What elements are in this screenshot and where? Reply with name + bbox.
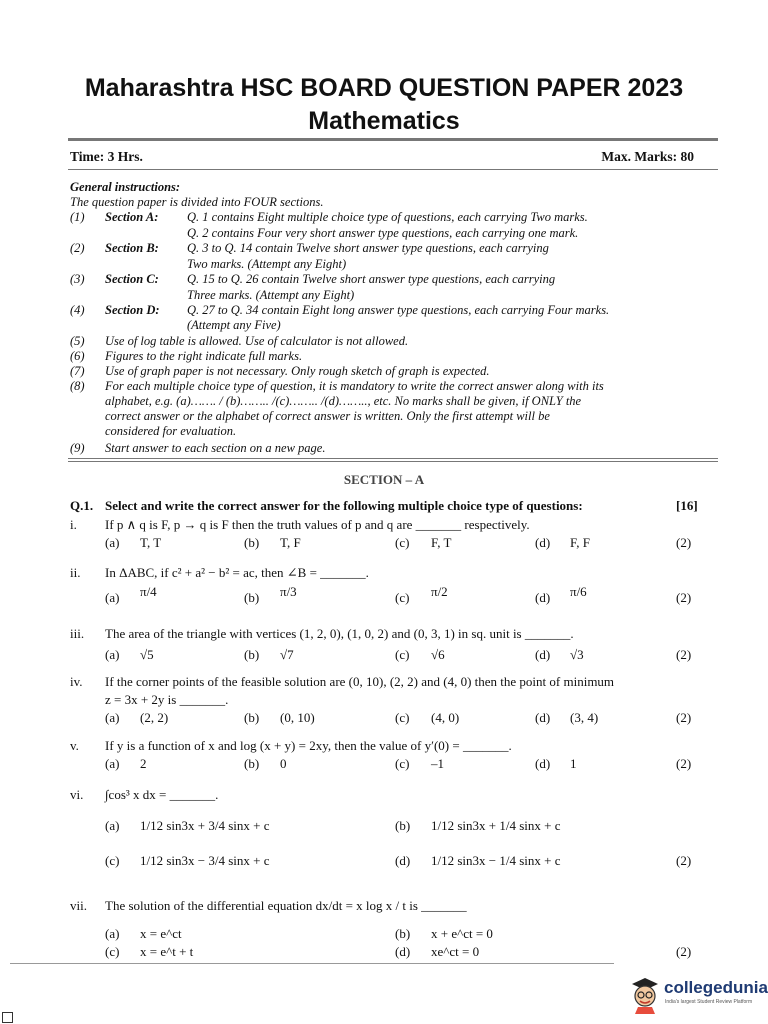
paper-subject: Mathematics (308, 107, 460, 135)
instruction-line: (Attempt any Five) (187, 318, 281, 332)
instruction-num: (2) (70, 241, 85, 255)
option-value: (3, 4) (570, 710, 599, 725)
option-label: (c) (105, 853, 120, 868)
question-text: z = 3x + 2y is _______. (105, 692, 229, 707)
question-number: i. (70, 517, 77, 532)
instruction-num: (4) (70, 303, 85, 317)
question-number: ii. (70, 565, 81, 580)
instructions-heading: General instructions: (70, 180, 181, 194)
option-label: (b) (244, 756, 260, 771)
instruction-line: For each multiple choice type of question, it is mandatory to write the correct answer along with its (105, 379, 604, 393)
option-value: π/6 (570, 584, 587, 599)
option-value: 1/12 sin3x − 1/4 sinx + c (431, 853, 561, 868)
option-label: (b) (395, 926, 411, 941)
question-marks: (2) (676, 756, 692, 771)
option-label: (a) (105, 926, 120, 941)
option-label: (d) (535, 647, 551, 662)
option-label: (a) (105, 590, 120, 605)
instruction-line: Three marks. (Attempt any Eight) (187, 288, 355, 302)
instruction-num: (5) (70, 334, 85, 348)
option-value: x + e^ct = 0 (431, 926, 493, 941)
option-label: (a) (105, 710, 120, 725)
instruction-section: Section D: (105, 303, 160, 317)
instruction-line: correct answer or the alphabet of correct answer is written. Only the first attempt will be (105, 409, 550, 423)
divider (68, 138, 718, 141)
option-label: (b) (395, 818, 411, 833)
option-value: xe^ct = 0 (431, 944, 480, 959)
instruction-line: Q. 3 to Q. 14 contain Twelve short answer type questions, each carrying (187, 241, 549, 255)
option-value: 1 (570, 756, 577, 771)
option-label: (d) (535, 590, 551, 605)
option-value: (0, 10) (280, 710, 315, 725)
instruction-num: (6) (70, 349, 85, 363)
question-marks: (2) (676, 710, 692, 725)
q1-text: Select and write the correct answer for the following multiple choice type of questions: (105, 498, 583, 513)
question-text: If y is a function of x and log (x + y) = 2xy, then the value of y′(0) = _______. (105, 738, 512, 753)
option-label: (a) (105, 818, 120, 833)
instruction-line: alphabet, e.g. (a)……. / (b)…….. /(c)…….. /(d)…….., etc. No marks shall be given, if ONLY the (105, 394, 582, 408)
divider (68, 461, 718, 462)
option-value: 0 (280, 756, 287, 771)
option-label: (b) (244, 710, 260, 725)
option-value: (4, 0) (431, 710, 460, 725)
question-marks: (2) (676, 853, 692, 868)
option-value: √3 (570, 647, 584, 662)
option-label: (c) (395, 756, 410, 771)
instruction-line: Q. 2 contains Four very short answer type questions, each carrying one mark. (187, 226, 579, 240)
option-label: (d) (395, 853, 411, 868)
divider (68, 169, 718, 170)
question-marks: (2) (676, 535, 692, 550)
question-number: v. (70, 738, 79, 753)
option-value: √5 (140, 647, 154, 662)
option-value: π/3 (280, 584, 297, 599)
time-label: Time: 3 Hrs. (70, 149, 143, 164)
checkbox-icon (2, 1012, 13, 1023)
instruction-line: Use of log table is allowed. Use of calculator is not allowed. (105, 334, 409, 348)
option-label: (c) (395, 710, 410, 725)
instruction-num: (9) (70, 441, 85, 455)
paper-title: Maharashtra HSC BOARD QUESTION PAPER 2023 (84, 74, 684, 102)
option-label: (d) (535, 710, 551, 725)
option-value: π/4 (140, 584, 157, 599)
option-value: T, F (280, 535, 301, 550)
question-text: If p ∧ q is F, p → q is F then the truth values of p and q are _______ respectively. (105, 517, 530, 532)
option-value: √6 (431, 647, 445, 662)
option-label: (c) (395, 535, 410, 550)
option-label: (a) (105, 647, 120, 662)
instruction-section: Section B: (105, 241, 159, 255)
option-value: F, F (570, 535, 590, 550)
option-label: (a) (105, 756, 120, 771)
instruction-line: Q. 27 to Q. 34 contain Eight long answer type questions, each carrying Four marks. (187, 303, 610, 317)
instruction-line: Start answer to each section on a new page. (105, 441, 326, 455)
option-value: 2 (140, 756, 147, 771)
question-number: iv. (70, 674, 83, 689)
logo-name: collegedunia (664, 978, 768, 997)
option-value: x = e^t + t (140, 944, 194, 959)
instruction-num: (7) (70, 364, 85, 378)
graduate-mascot-icon (628, 974, 662, 1014)
instruction-num: (8) (70, 379, 85, 393)
instruction-num: (3) (70, 272, 85, 286)
instruction-line: Use of graph paper is not necessary. Only rough sketch of graph is expected. (105, 364, 490, 378)
option-label: (c) (105, 944, 120, 959)
question-number: vi. (70, 787, 84, 802)
option-label: (b) (244, 647, 260, 662)
option-value: 1/12 sin3x + 1/4 sinx + c (431, 818, 561, 833)
option-value: –1 (431, 756, 444, 771)
option-label: (d) (535, 756, 551, 771)
option-value: 1/12 sin3x − 3/4 sinx + c (140, 853, 270, 868)
instruction-line: considered for evaluation. (105, 424, 237, 438)
question-marks: (2) (676, 590, 692, 605)
option-label: (b) (244, 535, 260, 550)
instruction-line: Two marks. (Attempt any Eight) (187, 257, 347, 271)
instruction-section: Section A: (105, 210, 159, 224)
divider (68, 458, 718, 459)
footer-divider (10, 963, 614, 964)
question-text: In ΔABC, if c² + a² − b² = ac, then ∠B = _______. (105, 565, 369, 580)
instruction-line: Q. 15 to Q. 26 contain Twelve short answer type questions, each carrying (187, 272, 556, 286)
option-label: (d) (395, 944, 411, 959)
option-label: (c) (395, 590, 410, 605)
question-marks: (2) (676, 944, 692, 959)
question-text: If the corner points of the feasible solution are (0, 10), (2, 2) and (4, 0) then the point of minimum (105, 674, 615, 689)
instructions-intro: The question paper is divided into FOUR sections. (70, 195, 324, 209)
question-number: vii. (70, 898, 87, 913)
option-value: π/2 (431, 584, 448, 599)
option-value: T, T (140, 535, 162, 550)
question-number: iii. (70, 626, 85, 641)
option-value: x = e^ct (140, 926, 182, 941)
logo-tagline: India's largest Student Review Platform (665, 999, 753, 1005)
option-label: (a) (105, 535, 120, 550)
question-text: The solution of the differential equation dx/dt = x log x / t is _______ (105, 898, 467, 913)
collegedunia-logo (628, 972, 768, 1018)
option-label: (c) (395, 647, 410, 662)
question-text: The area of the triangle with vertices (1, 2, 0), (1, 0, 2) and (0, 3, 1) in sq. unit is _______. (105, 626, 574, 641)
instruction-num: (1) (70, 210, 85, 224)
question-text: ∫cos³ x dx = _______. (105, 787, 219, 802)
option-value: (2, 2) (140, 710, 169, 725)
max-marks-label: Max. Marks: 80 (601, 149, 694, 164)
option-label: (b) (244, 590, 260, 605)
section-a-title: SECTION – A (343, 472, 425, 487)
q1-number: Q.1. (70, 498, 94, 513)
instruction-section: Section C: (105, 272, 159, 286)
option-value: F, T (431, 535, 452, 550)
instruction-line: Q. 1 contains Eight multiple choice type of questions, each carrying Two marks. (187, 210, 588, 224)
option-label: (d) (535, 535, 551, 550)
q1-marks: [16] (676, 498, 698, 513)
option-value: √7 (280, 647, 294, 662)
option-value: 1/12 sin3x + 3/4 sinx + c (140, 818, 270, 833)
instruction-line: Figures to the right indicate full marks. (105, 349, 303, 363)
question-marks: (2) (676, 647, 692, 662)
